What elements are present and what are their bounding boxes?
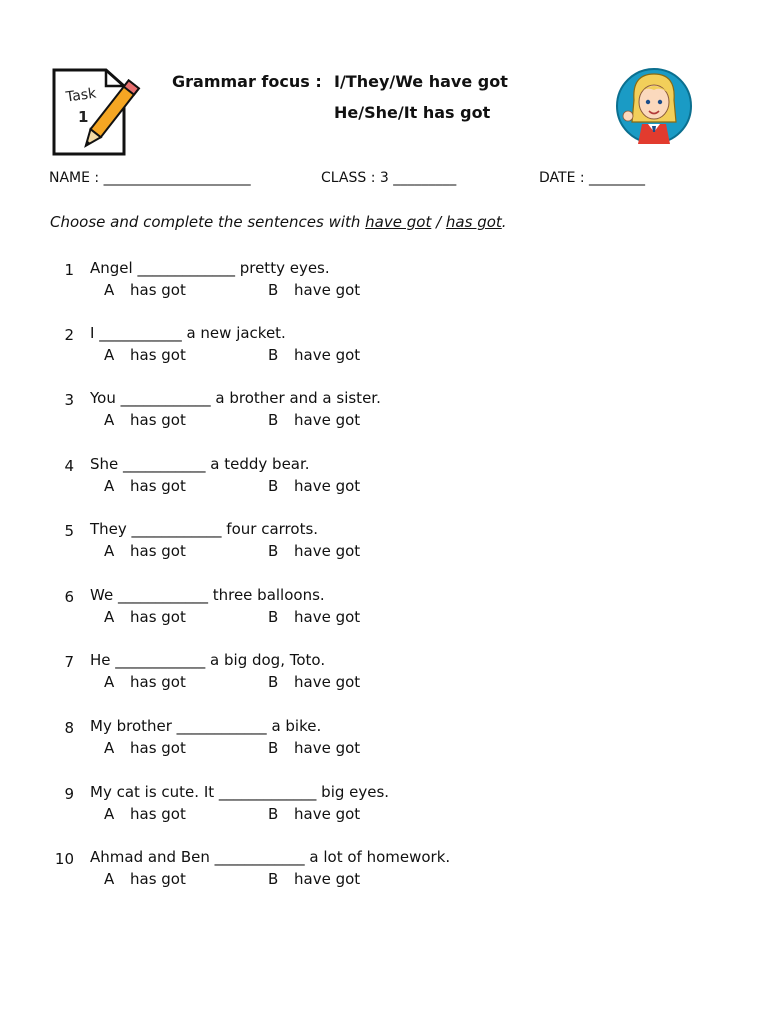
option-b-letter: B [268, 542, 279, 560]
date-field[interactable]: DATE : ________ [539, 170, 646, 186]
option-a-letter: A [104, 411, 115, 429]
option-b[interactable]: have got [294, 870, 361, 888]
option-b-letter: B [268, 281, 279, 299]
question-number: 10 [54, 850, 74, 868]
option-b-letter: B [268, 346, 279, 364]
girl-avatar-icon [614, 66, 694, 146]
instruction-option-2: has got [445, 213, 502, 231]
question-number: 5 [64, 522, 74, 540]
instruction-prefix: Choose and complete the sentences with [50, 213, 366, 231]
option-a-letter: A [104, 870, 115, 888]
option-a-letter: A [104, 805, 115, 823]
option-a-letter: A [104, 542, 115, 560]
option-b-letter: B [268, 805, 279, 823]
question-number: 8 [64, 719, 74, 737]
instruction-suffix: . [501, 213, 507, 231]
question-number: 7 [64, 653, 74, 671]
class-field[interactable]: CLASS : 3 _________ [321, 170, 457, 186]
name-field[interactable]: NAME : _____________________ [49, 170, 251, 186]
option-a-letter: A [104, 346, 115, 364]
question-number: 1 [64, 261, 74, 279]
option-b[interactable]: have got [294, 477, 361, 495]
option-a[interactable]: has got [130, 870, 186, 888]
option-a-letter: A [104, 739, 115, 757]
question-text: My cat is cute. It _____________ big eyes. [90, 783, 390, 801]
question-text: We ____________ three balloons. [90, 586, 325, 604]
question-text: They ____________ four carrots. [90, 520, 319, 538]
option-a[interactable]: has got [130, 673, 186, 691]
option-a[interactable]: has got [130, 411, 186, 429]
option-a[interactable]: has got [130, 739, 186, 757]
question-number: 2 [64, 326, 74, 344]
option-b[interactable]: have got [294, 346, 361, 364]
question-number: 4 [64, 457, 74, 475]
question-number: 9 [64, 785, 74, 803]
question-text: My brother ____________ a bike. [90, 717, 322, 735]
option-b[interactable]: have got [294, 739, 361, 757]
option-b-letter: B [268, 673, 279, 691]
option-b-letter: B [268, 411, 279, 429]
instruction [50, 213, 507, 231]
option-b[interactable]: have got [294, 542, 361, 560]
question-number: 6 [64, 588, 74, 606]
title-label: Grammar focus : [172, 72, 322, 91]
question-text: He ____________ a big dog, Toto. [90, 651, 326, 669]
question-text: I ___________ a new jacket. [90, 324, 286, 342]
option-b-letter: B [268, 477, 279, 495]
option-b-letter: B [268, 608, 279, 626]
question-number: 3 [64, 391, 74, 409]
option-a-letter: A [104, 281, 115, 299]
option-a[interactable]: has got [130, 346, 186, 364]
task-label: Task [65, 85, 98, 106]
instruction-separator: / [431, 213, 446, 231]
option-b[interactable]: have got [294, 411, 361, 429]
title-line-2: He/She/It has got [334, 103, 491, 122]
option-b-letter: B [268, 739, 279, 757]
instruction-option-1: have got [365, 213, 432, 231]
option-b[interactable]: have got [294, 281, 361, 299]
option-a[interactable]: has got [130, 805, 186, 823]
option-a-letter: A [104, 673, 115, 691]
question-text: Angel _____________ pretty eyes. [90, 259, 330, 277]
question-text: She ___________ a teddy bear. [90, 455, 310, 473]
option-b[interactable]: have got [294, 608, 361, 626]
title-line-1: I/They/We have got [334, 72, 508, 91]
question-text: Ahmad and Ben ____________ a lot of homework. [90, 848, 451, 866]
title-row-1 [172, 72, 508, 91]
option-a[interactable]: has got [130, 542, 186, 560]
option-a-letter: A [104, 608, 115, 626]
option-b[interactable]: have got [294, 673, 361, 691]
option-b[interactable]: have got [294, 805, 361, 823]
option-a[interactable]: has got [130, 281, 186, 299]
option-b-letter: B [268, 870, 279, 888]
option-a[interactable]: has got [130, 477, 186, 495]
task-icon [48, 64, 142, 160]
question-text: You ____________ a brother and a sister. [90, 389, 381, 407]
option-a[interactable]: has got [130, 608, 186, 626]
option-a-letter: A [104, 477, 115, 495]
task-number: 1 [78, 108, 89, 126]
